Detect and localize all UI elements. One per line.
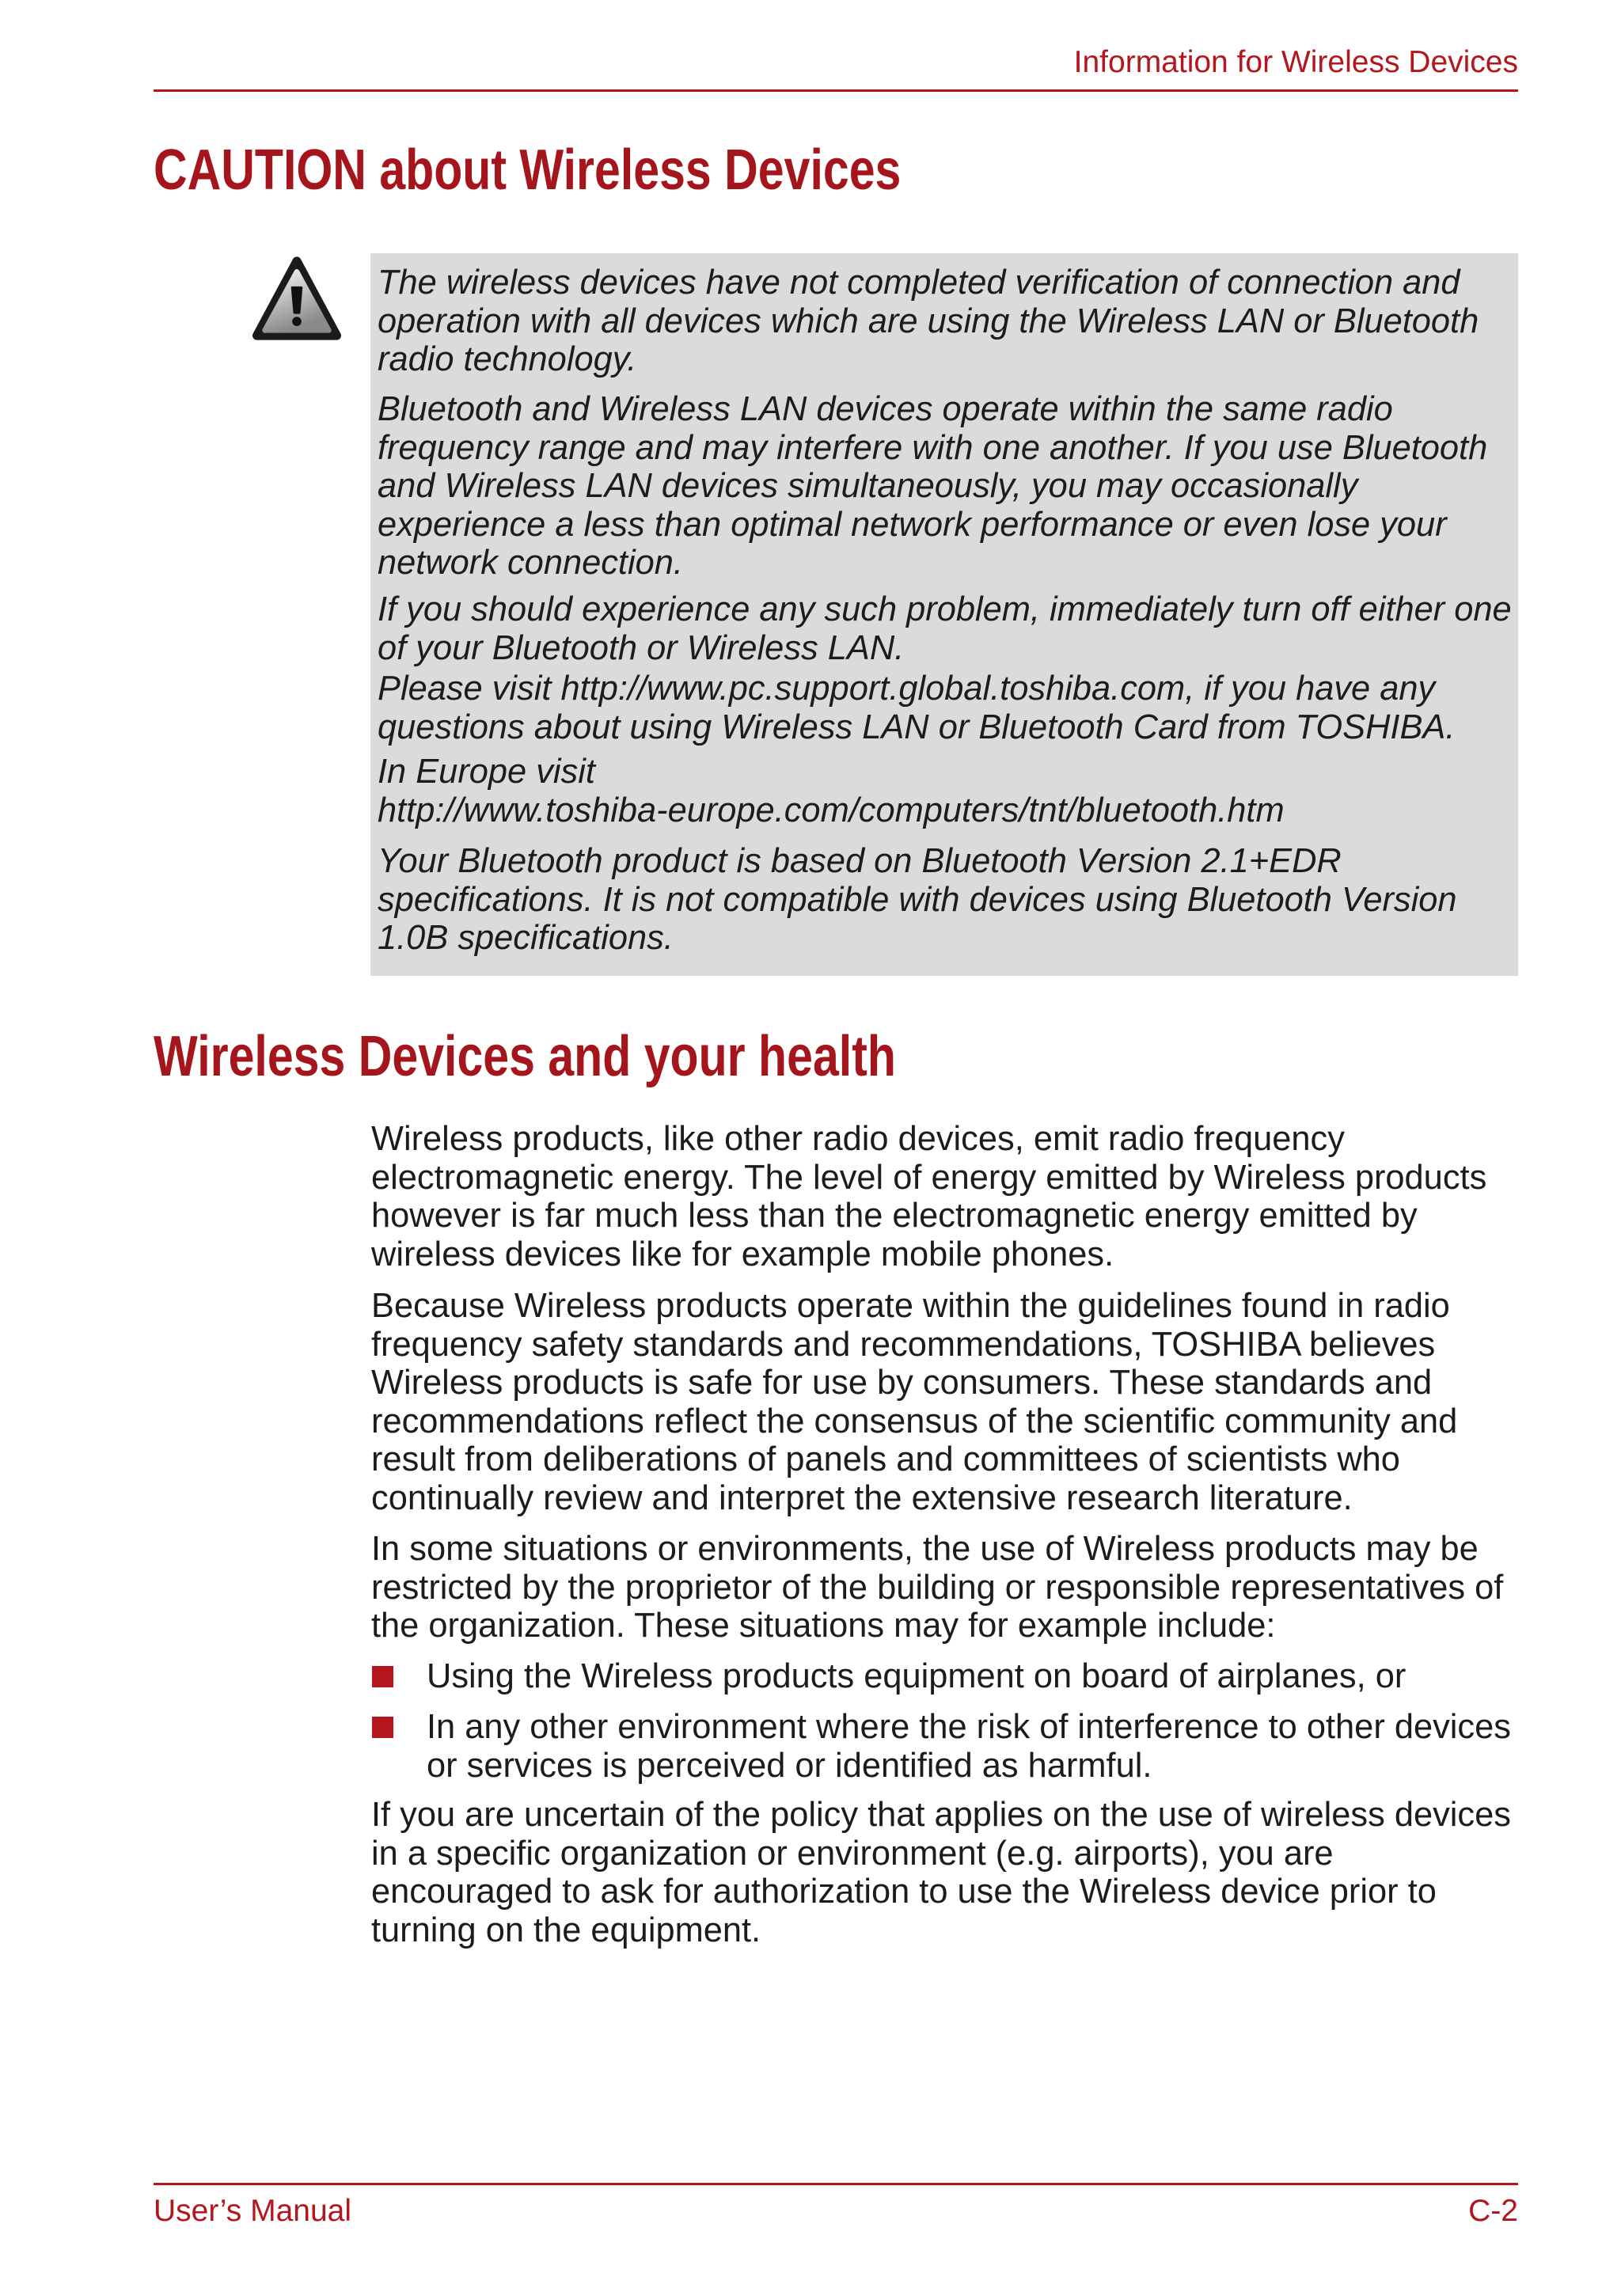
warning-triangle-icon xyxy=(252,254,341,343)
caution-paragraph xyxy=(378,753,1285,829)
text-line: result from deliberations of panels and committees of scientists who xyxy=(371,1440,1400,1479)
text-line: Because Wireless products operate within the guidelines found in radio xyxy=(371,1287,1450,1325)
caution-paragraph xyxy=(378,390,1487,583)
caution-heading: CAUTION about Wireless Devices xyxy=(154,139,902,202)
text-line: operation with all devices which are using the Wireless LAN or Bluetooth xyxy=(378,302,1479,340)
text-line: In Europe visit xyxy=(378,753,595,791)
text-line: frequency safety standards and recommendations, TOSHIBA believes xyxy=(371,1325,1436,1364)
body-paragraph xyxy=(371,1120,1486,1273)
body-paragraph xyxy=(371,1287,1457,1518)
text-line: of your Bluetooth or Wireless LAN. xyxy=(378,628,905,667)
text-line: recommendations reflect the consensus of the scientific community and xyxy=(371,1402,1458,1440)
text-line: electromagnetic energy. The level of energy emitted by Wireless products xyxy=(371,1158,1487,1197)
header-rule xyxy=(154,89,1518,92)
text-line: If you are uncertain of the policy that applies on the use of wireless devices xyxy=(371,1796,1511,1834)
text-line: Please visit http://www.pc.support.global.toshiba.com, if you have any xyxy=(378,670,1436,708)
text-line: Wireless products is safe for use by consumers. These standards and xyxy=(371,1364,1433,1402)
bullet-square-icon xyxy=(372,1666,393,1687)
text-line: experience a less than optimal network performance or even lose your xyxy=(378,505,1447,544)
text-line: Bluetooth and Wireless LAN devices operate within the same radio xyxy=(378,390,1393,428)
list-item xyxy=(371,1708,1519,1787)
text-line: encouraged to ask for authorization to use the Wireless device prior to xyxy=(371,1873,1437,1911)
list-item-text xyxy=(427,1708,1511,1785)
text-line: In some situations or environments, the use of Wireless products may be xyxy=(371,1530,1479,1568)
text-line: specifications. It is not compatible with devices using Bluetooth Version xyxy=(378,880,1457,919)
bullet-square-icon xyxy=(372,1717,393,1738)
caution-paragraph xyxy=(378,842,1457,958)
text-line: questions about using Wireless LAN or Bluetooth Card from TOSHIBA. xyxy=(378,708,1456,746)
text-line: Using the Wireless products equipment on board of airplanes, or xyxy=(427,1657,1407,1695)
caution-paragraph xyxy=(378,264,1479,379)
list-item-text xyxy=(427,1657,1406,1696)
text-line: turning on the equipment. xyxy=(371,1911,761,1949)
text-line: 1.0B specifications. xyxy=(378,919,674,958)
caution-paragraph xyxy=(378,670,1455,746)
text-line: In any other environment where the risk of interference to other devices xyxy=(427,1708,1511,1746)
body-paragraph xyxy=(371,1796,1511,1949)
text-line: radio technology. xyxy=(378,340,637,379)
caution-paragraph xyxy=(378,590,1512,667)
running-header-title: Information for Wireless Devices xyxy=(1073,45,1518,79)
text-line: network connection. xyxy=(378,544,683,583)
text-line: in a specific organization or environment (e.g. airports), you are xyxy=(371,1834,1334,1873)
text-line: Your Bluetooth product is based on Bluetooth Version 2.1+EDR xyxy=(378,842,1342,880)
text-line: restricted by the proprietor of the building or responsible representatives of xyxy=(371,1568,1504,1607)
text-line: The wireless devices have not completed verification of connection and xyxy=(378,264,1460,302)
health-heading: Wireless Devices and your health xyxy=(154,1025,896,1088)
text-line: If you should experience any such problem, immediately turn off either one xyxy=(378,590,1512,628)
body-paragraph xyxy=(371,1530,1503,1645)
caution-note-box xyxy=(370,253,1518,976)
footer-manual-title: User’s Manual xyxy=(154,2194,351,2228)
europe-url-text: http://www.toshiba-europe.com/computers/tnt/bluetooth.htm xyxy=(378,791,1285,829)
text-line: frequency range and may interfere with one another. If you use Bluetooth xyxy=(378,428,1488,467)
text-line: however is far much less than the electromagnetic energy emitted by xyxy=(371,1197,1418,1235)
text-line: Wireless products, like other radio devices, emit radio frequency xyxy=(371,1120,1345,1158)
text-line: or services is perceived or identified as harmful. xyxy=(427,1746,1152,1785)
footer-rule xyxy=(154,2183,1518,2185)
text-line: continually review and interpret the extensive research literature. xyxy=(371,1478,1353,1517)
text-line: and Wireless LAN devices simultaneously, you may occasionally xyxy=(378,467,1358,506)
text-line: wireless devices like for example mobile phones. xyxy=(371,1235,1114,1273)
text-line: the organization. These situations may for example include: xyxy=(371,1607,1276,1645)
warning-icon xyxy=(252,254,341,343)
footer-page-number: C-2 xyxy=(1468,2194,1518,2228)
